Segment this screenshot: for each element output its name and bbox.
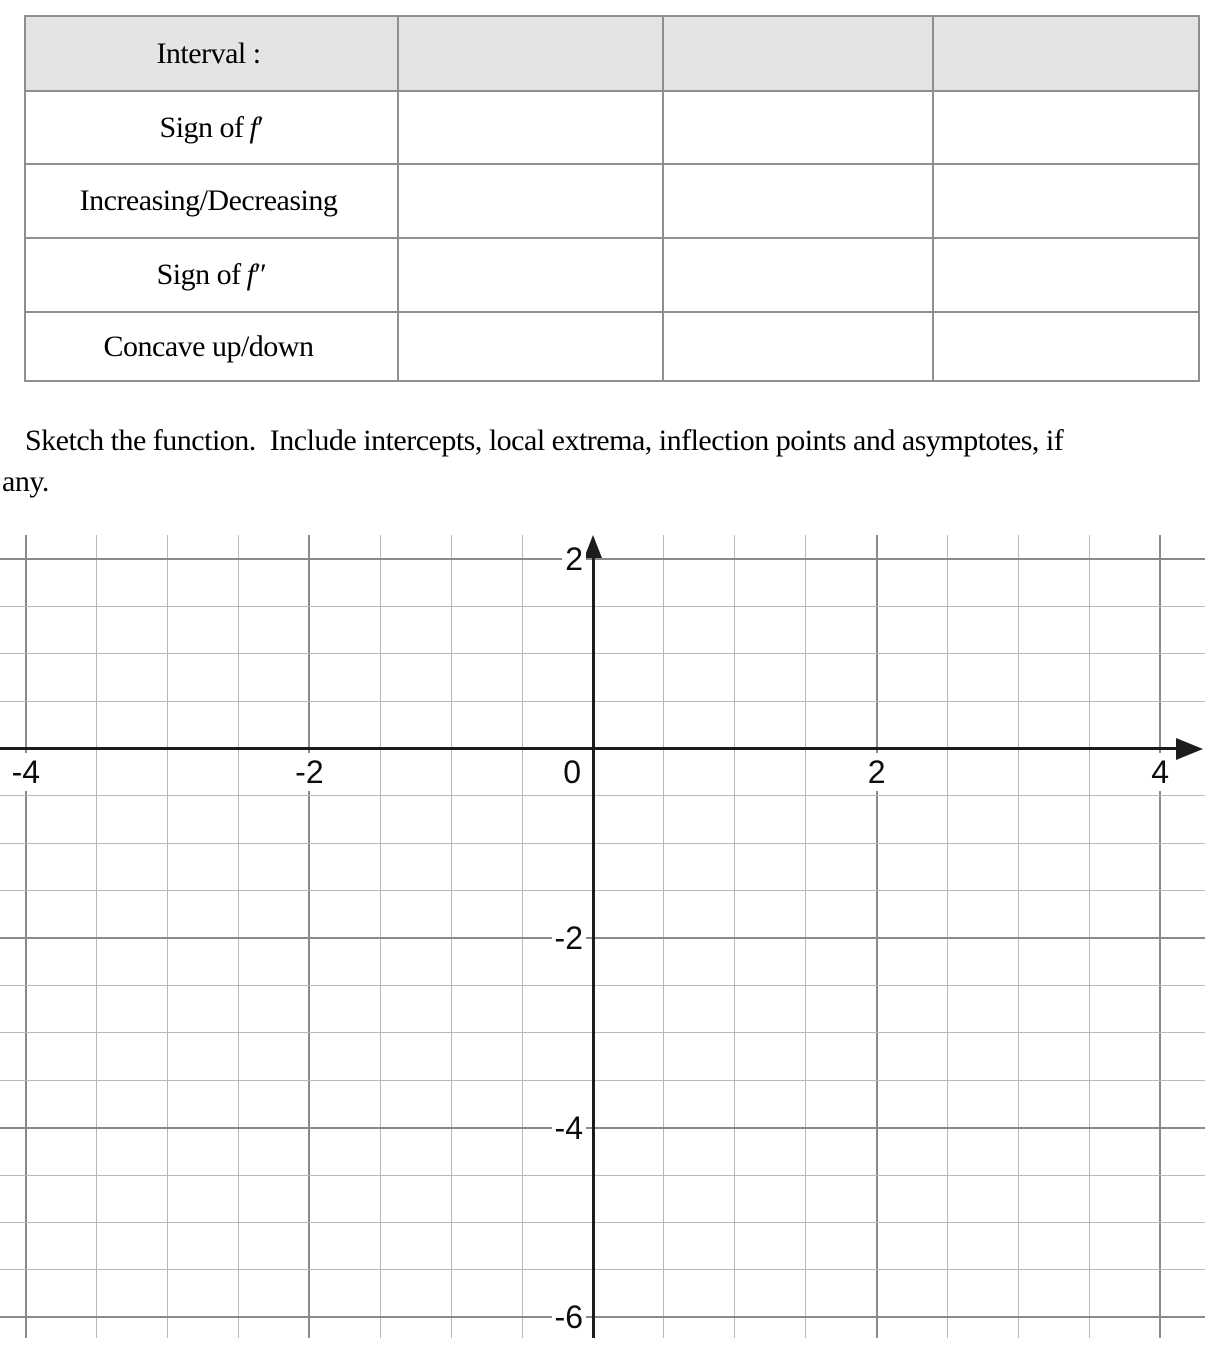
sketch-instruction-line1: Sketch the function. Include intercepts, local extrema, inflection points and asymptotes, if: [25, 424, 1064, 457]
row-label-math: f: [249, 110, 258, 144]
y-tick-label: 2: [562, 540, 586, 578]
gridline-horizontal: [0, 558, 1205, 560]
row-label-text: Concave up/down: [103, 329, 314, 363]
gridline-horizontal: [0, 1080, 1205, 1081]
row-label-suffix: ″: [254, 258, 267, 291]
gridline-horizontal: [0, 1269, 1205, 1270]
row-label-text: Sign of: [156, 258, 241, 291]
gridline-horizontal: [0, 1222, 1205, 1223]
y-axis: [592, 549, 595, 1338]
row-label-text: Interval :: [156, 36, 261, 70]
x-tick-label: 4: [1148, 753, 1172, 791]
gridline-horizontal: [0, 843, 1205, 844]
gridline-horizontal: [0, 1127, 1205, 1129]
gridline-horizontal: [0, 653, 1205, 654]
x-axis: [0, 747, 1177, 750]
gridline-horizontal: [0, 606, 1205, 607]
row-label-text: Sign of: [159, 110, 244, 144]
origin-label: 0: [560, 753, 584, 791]
x-tick-label: -2: [292, 753, 326, 791]
gridline-horizontal: [0, 937, 1205, 939]
x-tick-label: 2: [865, 753, 889, 791]
gridline-horizontal: [0, 701, 1205, 702]
y-tick-label: -6: [552, 1298, 586, 1336]
sketch-instruction-line2: any.: [2, 465, 49, 498]
y-axis-arrow-icon: [584, 535, 602, 558]
x-tick-label: -4: [9, 753, 43, 791]
row-label-suffix: ′: [257, 110, 264, 144]
x-axis-arrow-icon: [1176, 738, 1203, 760]
gridline-horizontal: [0, 985, 1205, 986]
y-tick-label: -2: [552, 919, 586, 957]
row-label-math: f: [246, 258, 255, 291]
gridline-horizontal: [0, 1175, 1205, 1176]
row-label-text: Increasing/Decreasing: [79, 184, 338, 217]
gridline-horizontal: [0, 1316, 1205, 1318]
y-tick-label: -4: [552, 1109, 586, 1147]
gridline-horizontal: [0, 890, 1205, 891]
gridline-horizontal: [0, 795, 1205, 796]
gridline-horizontal: [0, 1032, 1205, 1033]
